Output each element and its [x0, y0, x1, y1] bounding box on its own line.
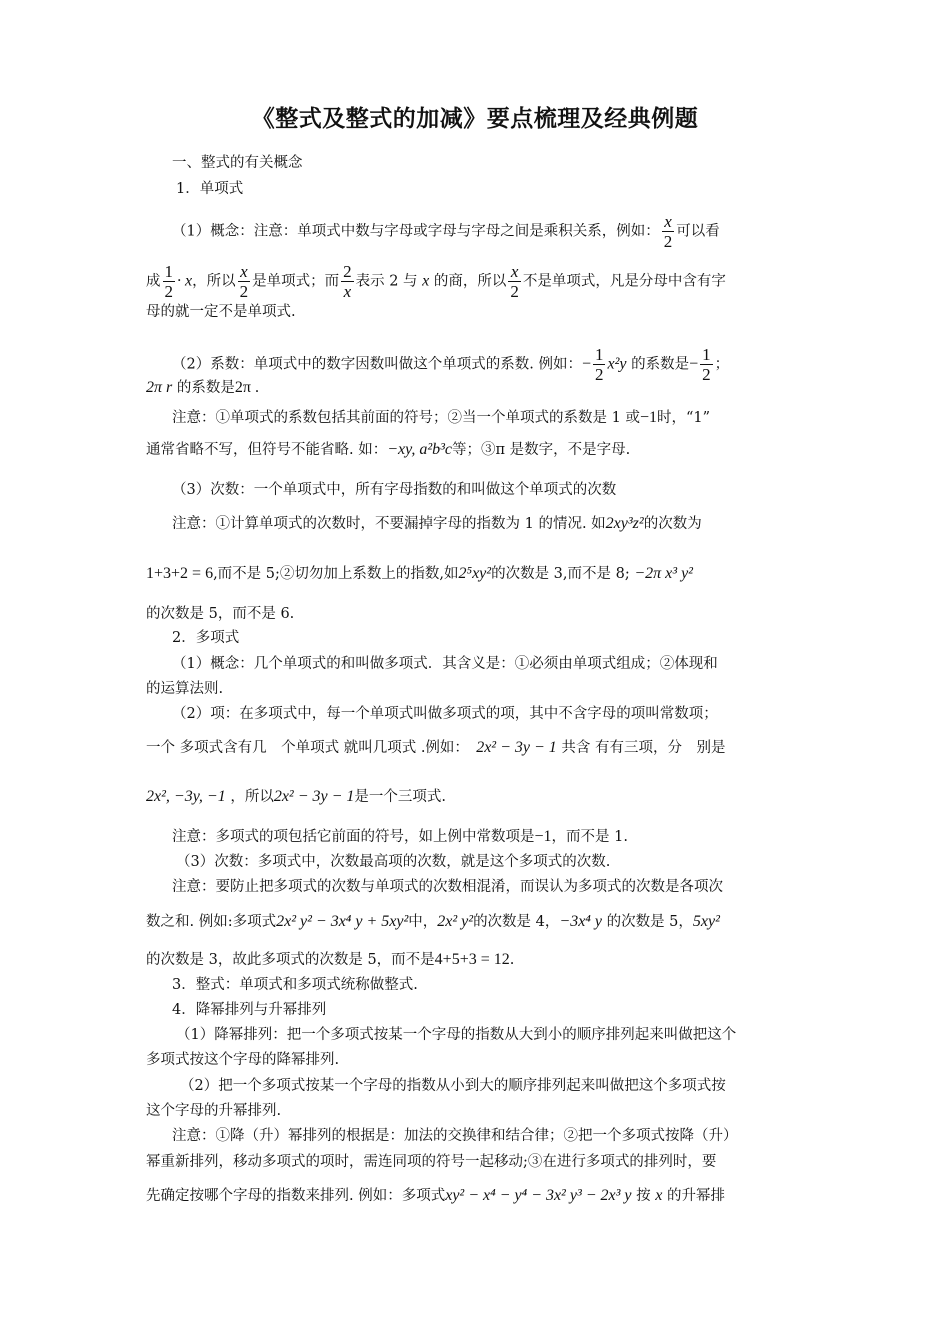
paragraph-note-order-line3: 先确定按哪个字母的指数来排列. 例如：多项式xy² − x⁴ − y⁴ − 3x² y³ − 2x³ y 按 x 的升幂排 [146, 1187, 725, 1204]
paragraph-ascending-line2: 这个字母的升幂排列. [146, 1103, 282, 1119]
paragraph-note-degree-line2: 1+3+2 = 6,而不是 5;②切勿加上系数上的指数,如2⁵xy²的次数是 3,而不是 8; −2π x³ y² [146, 565, 693, 582]
paragraph-coefficient-line2: 2π r 的系数是2π . [146, 379, 259, 396]
section-heading-1: 一、整式的有关概念 [172, 155, 303, 171]
paragraph-coefficient-line1: （2）系数：单项式中的数字因数叫做这个单项式的系数. 例如：− $\frac{1}{2}$ x²y 的系数是− $\frac{1}{2}$ ； [172, 345, 730, 384]
paragraph-ascending-line1: （2）把一个多项式按某一个字母的指数从小到大的顺序排列起来叫做把这个多项式按 [180, 1078, 726, 1094]
fraction-x-over-2c: $\frac{x}{2}$ [510, 262, 519, 301]
fraction-x-over-2b: $\frac{x}{2}$ [239, 262, 249, 301]
paragraph-concept-line1: （1）概念：注意：单项式中数与字母或字母与字母之间是乘积关系，例如： $\frac{x}{2}$ 可以看 [172, 212, 720, 251]
fraction-x-over-2: $\frac{x}{2}$ [663, 212, 673, 251]
paragraph-note-degree-line3: 的次数是 5，而不是 6. [146, 606, 295, 622]
page-title: 《整式及整式的加减》要点梳理及经典例题 [251, 106, 699, 132]
fraction-1-over-2-answer: $\frac{1}{2}$ [702, 345, 711, 384]
paragraph-concept-line2: 成 $\frac{1}{2}$ · x，所以 $\frac{x}{2}$ 是单项式；而 $\frac{2}{x}$ 表示 2 与 x 的商，所以 $\frac{x}{2}$ 不是单项式，凡是分母中含有字 [146, 262, 726, 301]
paragraph-poly-concept-line1: （1）概念：几个单项式的和叫做多项式．其含义是：①必须由单项式组成；②体现和 [172, 656, 718, 672]
paragraph-note-coef-line1: 注意：①单项式的系数包括其前面的符号；②当一个单项式的系数是 1 或−1时，“1” [172, 409, 711, 426]
paragraph-term-line1: （2）项：在多项式中，每一个单项式叫做多项式的项，其中不含字母的项叫常数项； [172, 706, 718, 722]
paragraph-poly-degree: （3）次数：多项式中，次数最高项的次数，就是这个多项式的次数. [176, 854, 611, 870]
fraction-1-over-2: $\frac{1}{2}$ [164, 262, 173, 301]
subsection-ordering: 4．降幂排列与升幂排列 [172, 1002, 327, 1018]
fraction-1-over-2-coef: $\frac{1}{2}$ [594, 345, 604, 384]
paragraph-term-line2: 一个 多项式含有几 个单项式 就叫几项式 .例如： 2x² − 3y − 1 共含 有有三项，分 别是 [146, 739, 726, 756]
subsection-polynomial: 2．多项式 [172, 630, 240, 646]
paragraph-note-poly-degree-line3: 的次数是 3，故此多项式的次数是 5，而不是4+5+3 = 12. [146, 951, 515, 968]
paragraph-term-line3: 2x², −3y, −1 ，所以2x² − 3y − 1是一个三项式. [146, 788, 447, 805]
paragraph-note-order-line1: 注意：①降（升）幂排列的根据是：加法的交换律和结合律；②把一个多项式按降（升） [172, 1128, 738, 1144]
fraction-2-over-x: $\frac{2}{x}$ [343, 262, 352, 301]
paragraph-degree: （3）次数：一个单项式中，所有字母指数的和叫做这个单项式的次数 [172, 482, 617, 498]
paragraph-note-poly-degree-line2: 数之和. 例如:多项式2x² y² − 3x⁴ y + 5xy²中，2x² y²的次数是 4，−3x⁴ y 的次数是 5，5xy² [146, 913, 720, 930]
paragraph-poly-concept-line2: 的运算法则. [146, 681, 224, 697]
paragraph-descending-line2: 多项式按这个字母的降幂排列. [146, 1052, 340, 1068]
paragraph-note-term: 注意：多项式的项包括它前面的符号，如上例中常数项是−1，而不是 1. [172, 828, 628, 845]
paragraph-note-order-line2: 幂重新排列，移动多项式的项时，需连同项的符号一起移动;③在进行多项式的排列时，要 [146, 1154, 717, 1170]
subsection-integral-expression: 3．整式：单项式和多项式统称做整式. [172, 977, 418, 993]
paragraph-descending-line1: （1）降幂排列：把一个多项式按某一个字母的指数从大到小的顺序排列起来叫做把这个 [176, 1027, 737, 1043]
subsection-monomial: 1．单项式 [176, 181, 244, 197]
paragraph-note-poly-degree-line1: 注意：要防止把多项式的次数与单项式的次数相混淆，而误认为多项式的次数是各项次 [172, 879, 723, 895]
paragraph-note-degree-line1: 注意：①计算单项式的次数时，不要漏掉字母的指数为 1 的情况. 如2xy³z²的次数为 [172, 515, 702, 532]
paragraph-concept-line3: 母的就一定不是单项式. [146, 304, 296, 320]
paragraph-note-coef-line2: 通常省略不写，但符号不能省略. 如：−xy, a²b³c等；③π 是数字，不是字母. [146, 441, 631, 458]
